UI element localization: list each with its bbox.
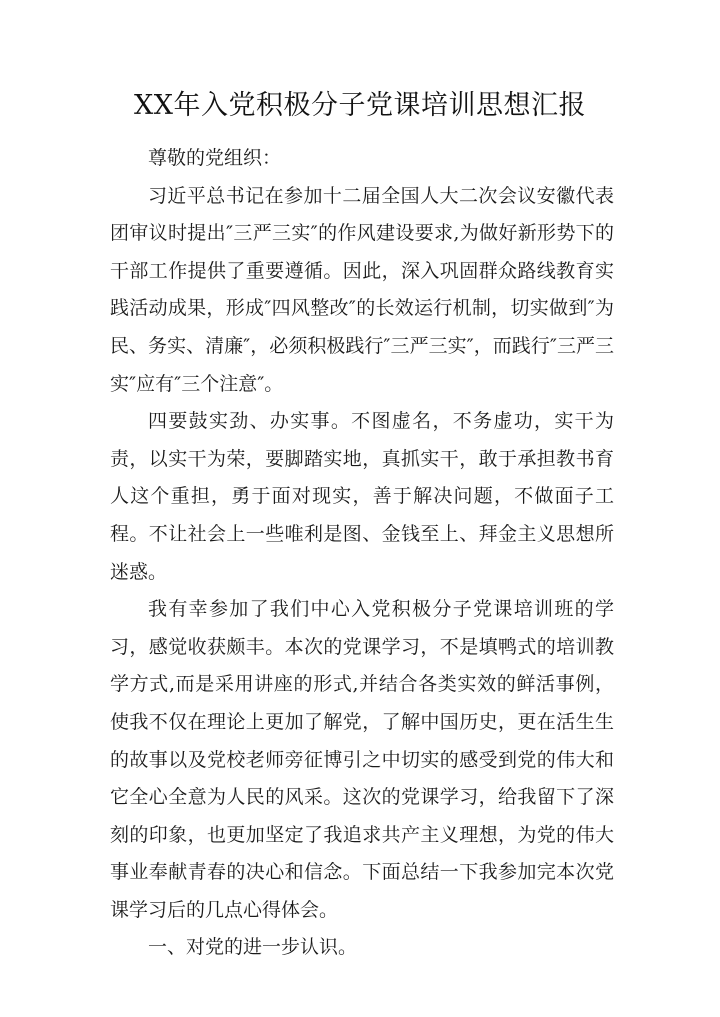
salutation: 尊敬的党组织： <box>148 147 282 169</box>
paragraph-1: 习近平总书记在参加十二届全国人大二次会议安徽代表团审议时提出″三严三实″的作风建设要求,为做好新形势下的干部工作提供了重要遵循。因此，深入巩固群众路线教育实践活动成果，形成″四风整改″的长效运行机制，切实做到″为民、务实、清廉″，必须积极践行″三严三实″，而践行″三严三实″应有″三个注意″。 <box>110 184 614 395</box>
paragraph-2: 四要鼓实劲、办实事。不图虚名，不务虚功，实干为责，以实干为荣，要脚踏实地，真抓实干，敢于承担教书育人这个重担，勇于面对现实，善于解决问题，不做面子工程。不让社会上一些唯利是图、金钱至上、拜金主义思想所迷惑。 <box>110 410 614 583</box>
section-heading-1: 一、对党的进一步认识。 <box>148 936 358 959</box>
paragraph-3: 我有幸参加了我们中心入党积极分子党课培训班的学习，感觉收获颇丰。本次的党课学习，不是填鸭式的培训教学方式,而是采用讲座的形式,并结合各类实效的鲜活事例，使我不仅在理论上更加了解党，了解中国历史，更在活生生的故事以及党校老师旁征博引之中切实的感受到党的伟大和它全心全意为人民的风采。这次的党课学习，给我留下了深刻的印象，也更加坚定了我追求共产主义理想，为党的伟大事业奉献青春的决心和信念。下面总结一下我参加完本次党课学习后的几点心得体会。 <box>110 598 614 921</box>
document-body <box>110 140 614 967</box>
document-title: XX年入党积极分子党课培训思想汇报 <box>134 90 586 121</box>
